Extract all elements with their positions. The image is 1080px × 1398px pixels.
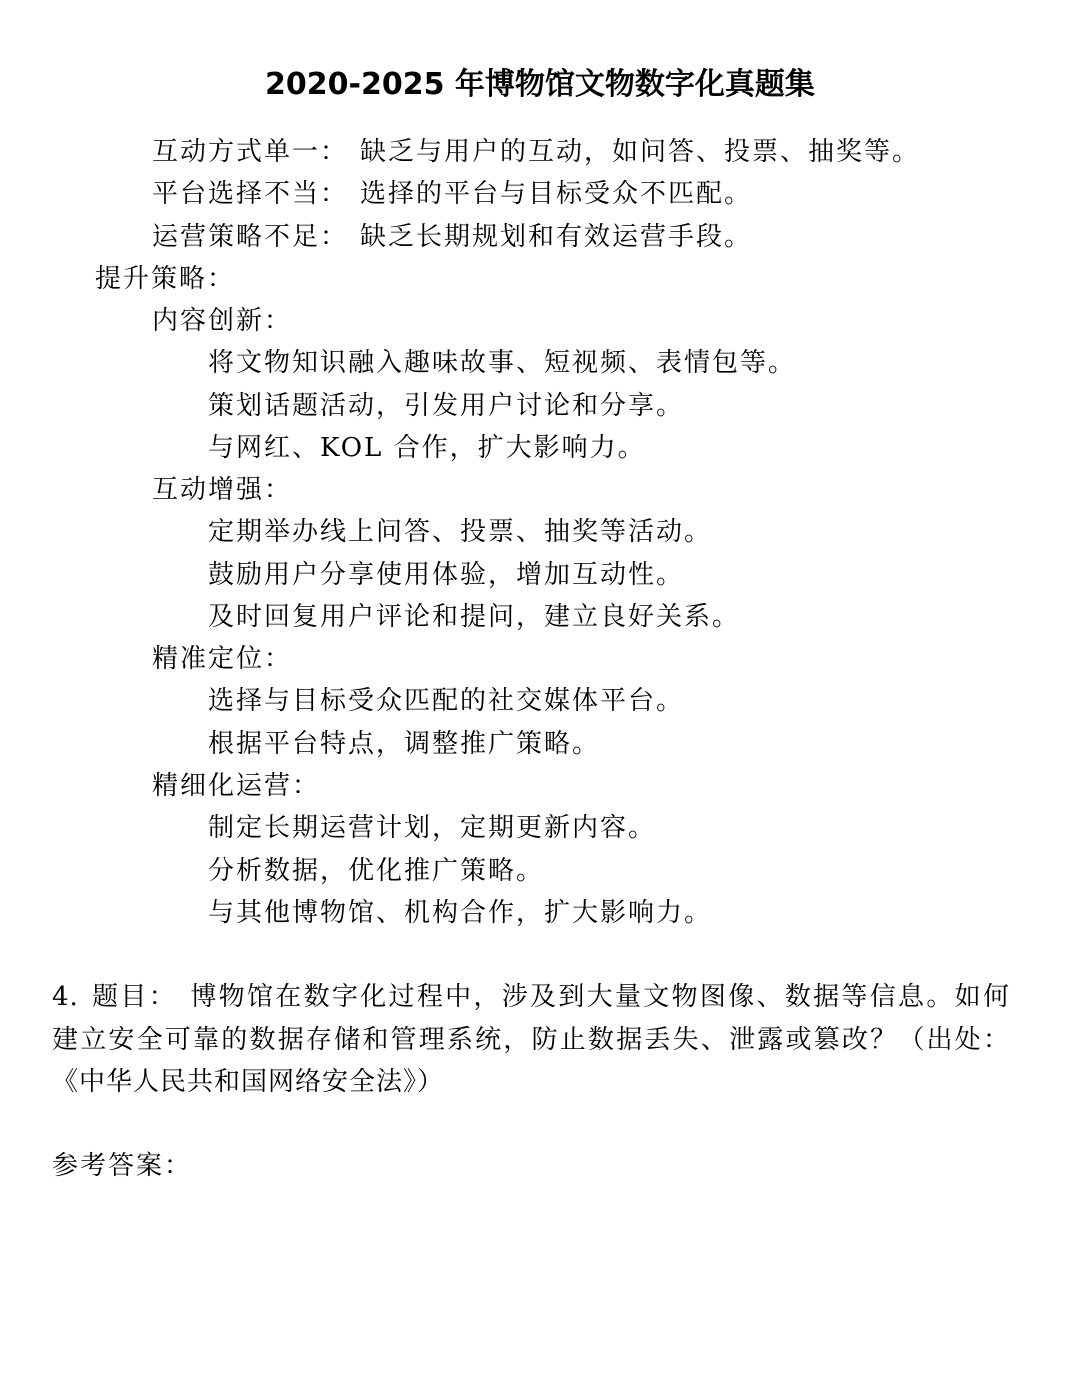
strategy-item: 分析数据，优化推广策略。 bbox=[208, 855, 545, 886]
question-line bbox=[52, 976, 1010, 1018]
strategy-item: 制定长期运营计划，定期更新内容。 bbox=[208, 813, 657, 844]
issue-label: 平台选择不当： bbox=[152, 179, 349, 210]
strategy-group-heading: 内容创新： bbox=[152, 306, 293, 337]
issue-text: 缺乏长期规划和有效运营手段。 bbox=[360, 221, 753, 252]
strategy-item: 将文物知识融入趣味故事、短视频、表情包等。 bbox=[208, 348, 797, 379]
strategy-group-heading: 互动增强： bbox=[152, 475, 293, 506]
question-label: 题目： bbox=[90, 982, 178, 1013]
question-line: 《中华人民共和国网络安全法》） bbox=[52, 1066, 445, 1097]
strategy-item: 定期举办线上问答、投票、抽奖等活动。 bbox=[208, 517, 713, 548]
issue-item bbox=[52, 216, 1032, 258]
strategy-group-heading: 精细化运营： bbox=[152, 770, 321, 801]
strategy-item: 及时回复用户评论和提问，建立良好关系。 bbox=[208, 601, 741, 632]
question-number: 4. bbox=[52, 982, 79, 1013]
strategy-heading: 提升策略： bbox=[95, 263, 236, 294]
answer-label: 参考答案： bbox=[52, 1151, 193, 1182]
strategy-item: 与其他博物馆、机构合作，扩大影响力。 bbox=[208, 897, 713, 928]
strategy-item: 鼓励用户分享使用体验，增加互动性。 bbox=[208, 559, 685, 590]
issue-item bbox=[52, 173, 1032, 215]
issue-text: 缺乏与用户的互动，如问答、投票、抽奖等。 bbox=[360, 137, 921, 167]
strategy-item: 选择与目标受众匹配的社交媒体平台。 bbox=[208, 686, 685, 717]
document-body bbox=[52, 131, 1032, 1188]
blank-line bbox=[52, 934, 1032, 976]
strategy-group-heading: 精准定位： bbox=[152, 644, 293, 675]
issue-label: 互动方式单一： bbox=[152, 137, 349, 167]
issue-label: 运营策略不足： bbox=[152, 221, 349, 252]
strategy-item: 根据平台特点，调整推广策略。 bbox=[208, 728, 601, 759]
question-line: 建立安全可靠的数据存储和管理系统，防止数据丢失、泄露或篡改？（出处： bbox=[52, 1024, 1010, 1055]
blank-line bbox=[52, 1103, 1032, 1145]
strategy-item: 与网红、KOL 合作，扩大影响力。 bbox=[208, 432, 646, 463]
strategy-item: 策划话题活动，引发用户讨论和分享。 bbox=[208, 390, 685, 421]
issue-text: 选择的平台与目标受众不匹配。 bbox=[360, 179, 753, 210]
document-title: 2020-2025 年博物馆文物数字化真题集 bbox=[265, 67, 815, 102]
issue-item bbox=[52, 131, 1032, 173]
question-text: 博物馆在数字化过程中，涉及到大量文物图像、数据等信息。如何 bbox=[189, 982, 1010, 1013]
